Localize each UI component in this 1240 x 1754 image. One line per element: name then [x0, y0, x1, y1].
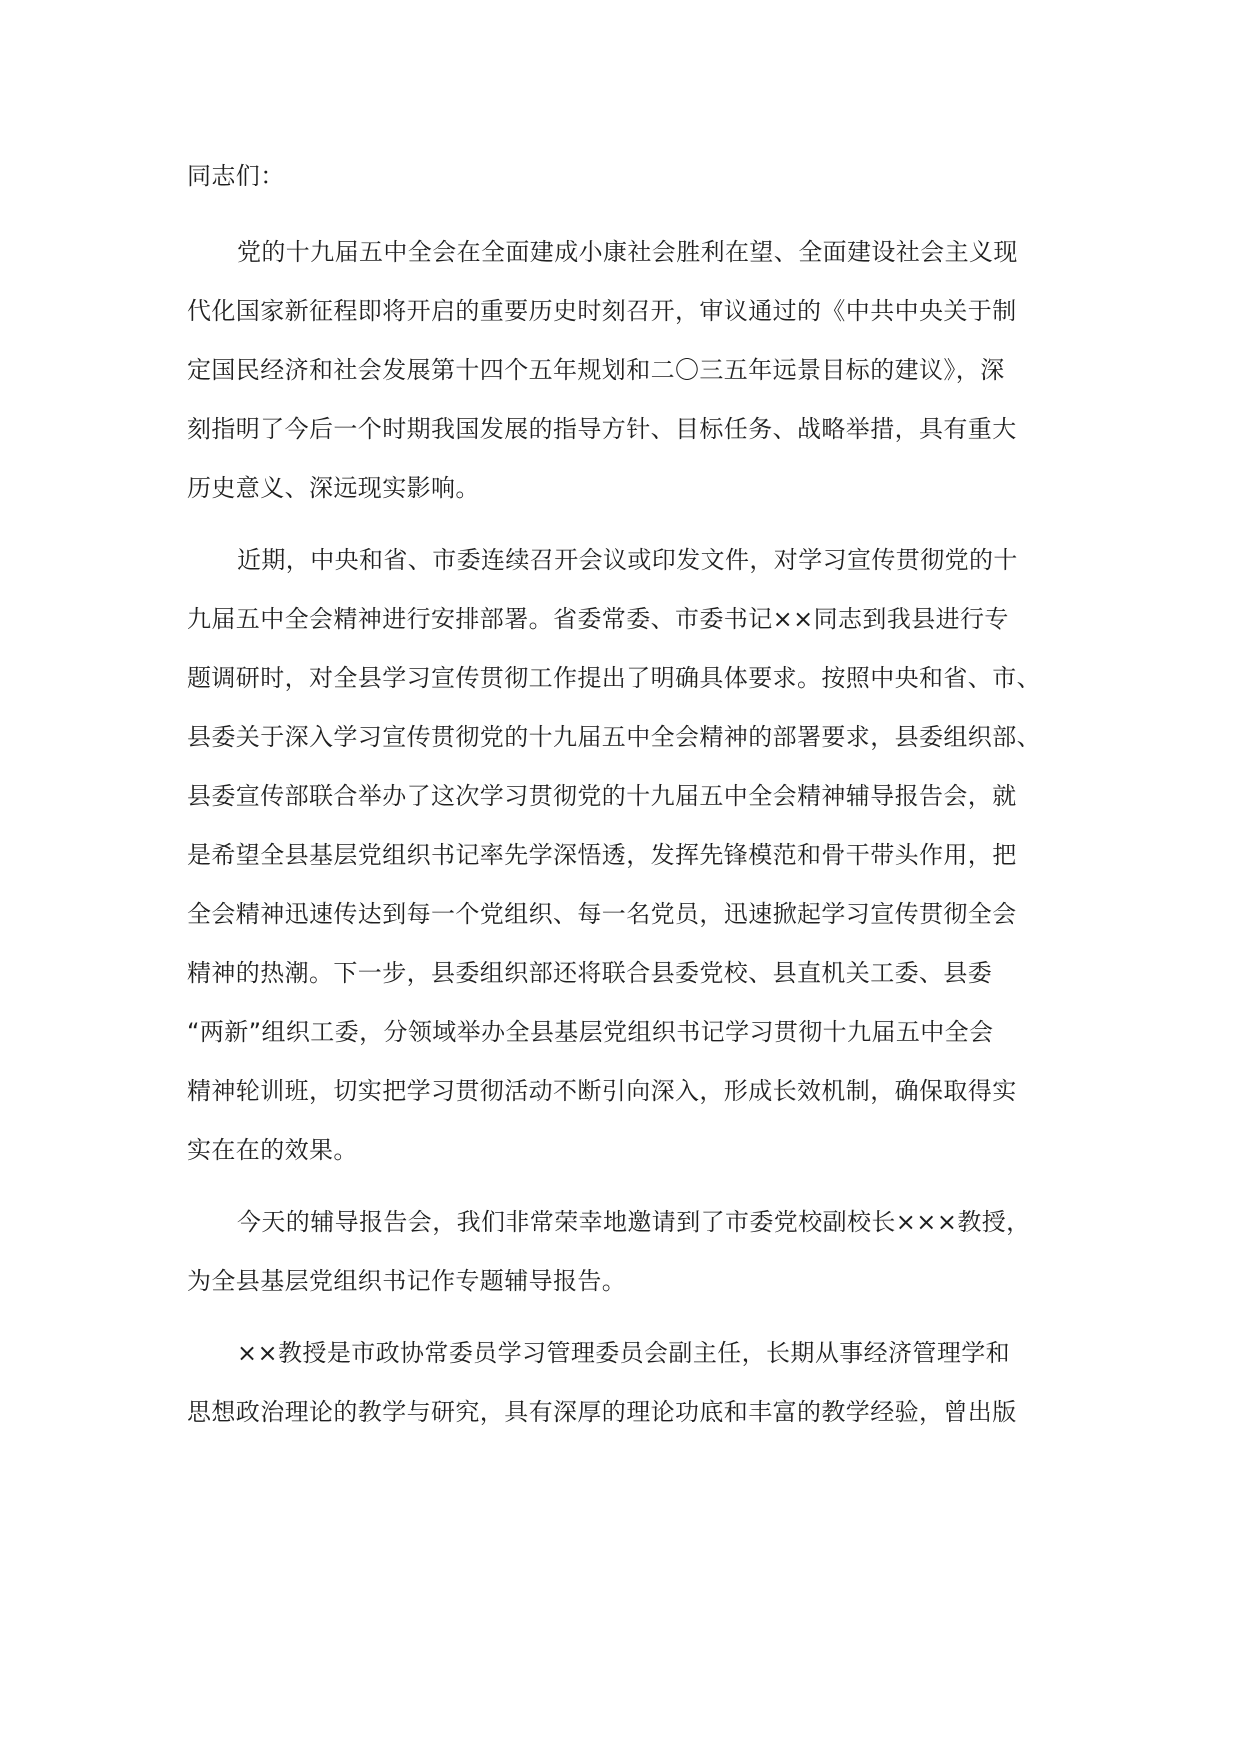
- paragraph-2-line-11: 实在在的效果。: [187, 1136, 358, 1164]
- paragraph-4-line-1: ××教授是市政协常委员学习管理委员会副主任，长期从事经济管理学和: [237, 1339, 1011, 1367]
- paragraph-1-line-1: 党的十九届五中全会在全面建成小康社会胜利在望、全面建设社会主义现: [237, 238, 1018, 266]
- salutation: 同志们：: [187, 162, 285, 190]
- paragraph-2-line-3: 题调研时，对全县学习宣传贯彻工作提出了明确具体要求。按照中央和省、市、: [187, 664, 1041, 692]
- paragraph-1-line-3: 定国民经济和社会发展第十四个五年规划和二〇三五年远景目标的建议》，深: [187, 356, 1005, 384]
- paragraph-2-line-5: 县委宣传部联合举办了这次学习贯彻党的十九届五中全会精神辅导报告会，就: [187, 782, 1017, 810]
- paragraph-1-line-5: 历史意义、深远现实影响。: [187, 474, 480, 502]
- paragraph-4-line-2: 思想政治理论的教学与研究，具有深厚的理论功底和丰富的教学经验，曾出版: [187, 1398, 1017, 1426]
- paragraph-2-line-9: “两新”组织工委，分领域举办全县基层党组织书记学习贯彻十九届五中全会: [187, 1018, 994, 1046]
- paragraph-3-line-2: 为全县基层党组织书记作专题辅导报告。: [187, 1267, 627, 1295]
- paragraph-2-line-10: 精神轮训班，切实把学习贯彻活动不断引向深入，形成长效机制，确保取得实: [187, 1077, 1017, 1105]
- paragraph-2-line-1: 近期，中央和省、市委连续召开会议或印发文件，对学习宣传贯彻党的十: [237, 546, 1018, 574]
- paragraph-2-line-6: 是希望全县基层党组织书记率先学深悟透，发挥先锋模范和骨干带头作用，把: [187, 841, 1017, 869]
- paragraph-2-line-2: 九届五中全会精神进行安排部署。省委常委、市委书记××同志到我县进行专: [187, 605, 1009, 633]
- paragraph-3-line-1: 今天的辅导报告会，我们非常荣幸地邀请到了市委党校副校长×××教授，: [237, 1208, 1031, 1236]
- paragraph-2-line-8: 精神的热潮。下一步，县委组织部还将联合县委党校、县直机关工委、县委: [187, 959, 993, 987]
- paragraph-1-line-2: 代化国家新征程即将开启的重要历史时刻召开，审议通过的《中共中央关于制: [187, 297, 1017, 325]
- paragraph-2-line-4: 县委关于深入学习宣传贯彻党的十九届五中全会精神的部署要求，县委组织部、: [187, 723, 1041, 751]
- paragraph-2-line-7: 全会精神迅速传达到每一个党组织、每一名党员，迅速掀起学习宣传贯彻全会: [187, 900, 1017, 928]
- paragraph-1-line-4: 刻指明了今后一个时期我国发展的指导方针、目标任务、战略举措，具有重大: [187, 415, 1017, 443]
